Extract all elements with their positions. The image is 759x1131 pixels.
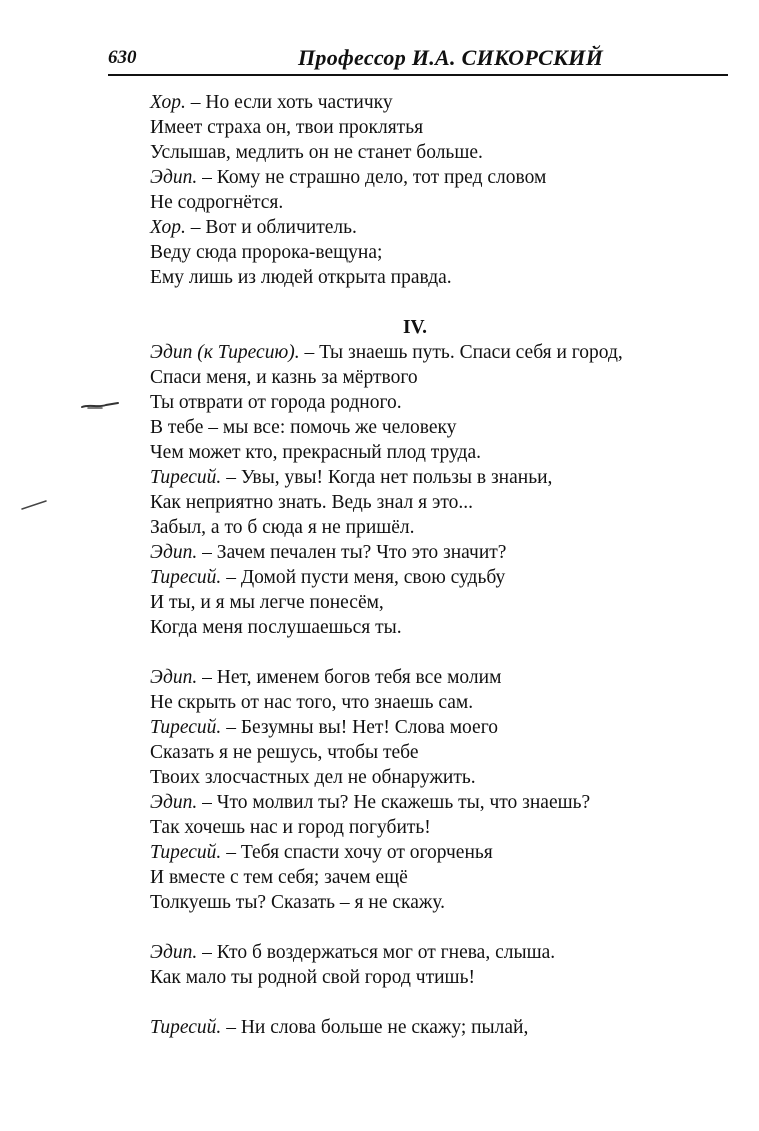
- line-text: Так хочешь нас и город погубить!: [150, 817, 431, 838]
- verse-line: [150, 840, 730, 865]
- line-text: – Безумны вы! Нет! Слова моего: [221, 717, 498, 738]
- verse-line: [150, 765, 730, 790]
- speaker-name: Эдип (к Тиресию).: [150, 342, 300, 363]
- line-text: – Кто б воздержаться мог от гнева, слыша.: [197, 942, 556, 963]
- line-text: Не скрыть от нас того, что знаешь сам.: [150, 692, 474, 713]
- verse-line: [150, 115, 730, 140]
- verse-line: [150, 815, 730, 840]
- verse-line: [150, 1015, 730, 1040]
- verse-line: [150, 390, 730, 415]
- verse-line: [150, 890, 730, 915]
- margin-pen-mark-1: [80, 398, 120, 412]
- line-text: Как мало ты родной свой город чтишь!: [150, 967, 475, 988]
- header-rule: [108, 74, 728, 76]
- line-text: – Тебя спасти хочу от огорченья: [221, 842, 493, 863]
- speaker-name: Тиресий.: [150, 717, 222, 738]
- speaker-name: Эдип.: [150, 792, 198, 813]
- line-text: – Увы, увы! Когда нет пользы в знаньи,: [221, 467, 553, 488]
- line-text: – Домой пусти меня, свою судьбу: [221, 567, 506, 588]
- stanza-gap: [150, 990, 730, 1015]
- speaker-name: Тиресий.: [150, 842, 222, 863]
- line-text: Не содрогнётся.: [150, 192, 284, 213]
- line-text: Имеет страха он, твои проклятья: [150, 117, 424, 138]
- line-text: Толкуешь ты? Сказать – я не скажу.: [150, 892, 446, 913]
- margin-pen-mark-2: [20, 497, 50, 513]
- verse-line: [150, 940, 730, 965]
- verse-line: [150, 415, 730, 440]
- line-text: Услышав, медлить он не станет больше.: [150, 142, 483, 163]
- verse-line: [150, 790, 730, 815]
- verse-line: [150, 715, 730, 740]
- speaker-name: Эдип.: [150, 167, 198, 188]
- verse-line: [150, 190, 730, 215]
- stanza-gap: [150, 915, 730, 940]
- line-text: Сказать я не решусь, чтобы тебе: [150, 742, 419, 763]
- verse-line: [150, 90, 730, 115]
- line-text: Забыл, а то б сюда я не пришёл.: [150, 517, 415, 538]
- verse-line: [150, 340, 730, 365]
- speaker-name: Тиресий.: [150, 567, 222, 588]
- play-text: [150, 90, 730, 1040]
- verse-line: [150, 565, 730, 590]
- verse-line: [150, 215, 730, 240]
- speaker-name: Эдип.: [150, 942, 198, 963]
- page-number: 630: [108, 47, 137, 68]
- line-text: – Но если хоть частичку: [185, 92, 393, 113]
- verse-line: [150, 265, 730, 290]
- speaker-name: Хор.: [150, 92, 186, 113]
- verse-line: [150, 515, 730, 540]
- line-text: И ты, и я мы легче понесём,: [150, 592, 384, 613]
- line-text: – Нет, именем богов тебя все молим: [197, 667, 502, 688]
- line-text: Спаси меня, и казнь за мёртвого: [150, 367, 418, 388]
- line-text: Чем может кто, прекрасный плод труда.: [150, 442, 481, 463]
- speaker-name: Тиресий.: [150, 467, 222, 488]
- line-text: – Вот и обличитель.: [185, 217, 357, 238]
- verse-line: [150, 440, 730, 465]
- line-text: Ты отврати от города родного.: [150, 392, 402, 413]
- line-text: И вместе с тем себя; зачем ещё: [150, 867, 408, 888]
- page-header: [108, 45, 728, 75]
- line-text: – Ты знаешь путь. Спаси себя и город,: [299, 342, 623, 363]
- verse-line: [150, 865, 730, 890]
- verse-line: [150, 240, 730, 265]
- line-text: Когда меня послушаешься ты.: [150, 617, 402, 638]
- line-text: – Кому не страшно дело, тот пред словом: [197, 167, 547, 188]
- stanza-gap: [150, 290, 730, 315]
- section-heading: IV.: [402, 317, 428, 338]
- line-text: Как неприятно знать. Ведь знал я это...: [150, 492, 473, 513]
- verse-line: [150, 165, 730, 190]
- speaker-name: Эдип.: [150, 542, 198, 563]
- line-text: – Что молвил ты? Не скажешь ты, что знаешь?: [197, 792, 591, 813]
- verse-line: [150, 490, 730, 515]
- verse-line: [150, 965, 730, 990]
- line-text: Ему лишь из людей открыта правда.: [150, 267, 452, 288]
- line-text: – Ни слова больше не скажу; пылай,: [221, 1017, 529, 1038]
- verse-line: [150, 140, 730, 165]
- running-title: Профессор И.А. СИКОРСКИЙ: [298, 45, 604, 70]
- verse-line: [150, 465, 730, 490]
- verse-line: [150, 365, 730, 390]
- verse-line: [150, 665, 730, 690]
- verse-line: [150, 590, 730, 615]
- speaker-name: Хор.: [150, 217, 186, 238]
- line-text: Веду сюда пророка-вещуна;: [150, 242, 383, 263]
- verse-line: [150, 540, 730, 565]
- verse-line: [150, 690, 730, 715]
- line-text: – Зачем печален ты? Что это значит?: [197, 542, 507, 563]
- verse-line: [150, 740, 730, 765]
- stanza-gap: [150, 640, 730, 665]
- speaker-name: Тиресий.: [150, 1017, 222, 1038]
- line-text: В тебе – мы все: помочь же человеку: [150, 417, 457, 438]
- line-text: Твоих злосчастных дел не обнаружить.: [150, 767, 476, 788]
- verse-line: [150, 615, 730, 640]
- speaker-name: Эдип.: [150, 667, 198, 688]
